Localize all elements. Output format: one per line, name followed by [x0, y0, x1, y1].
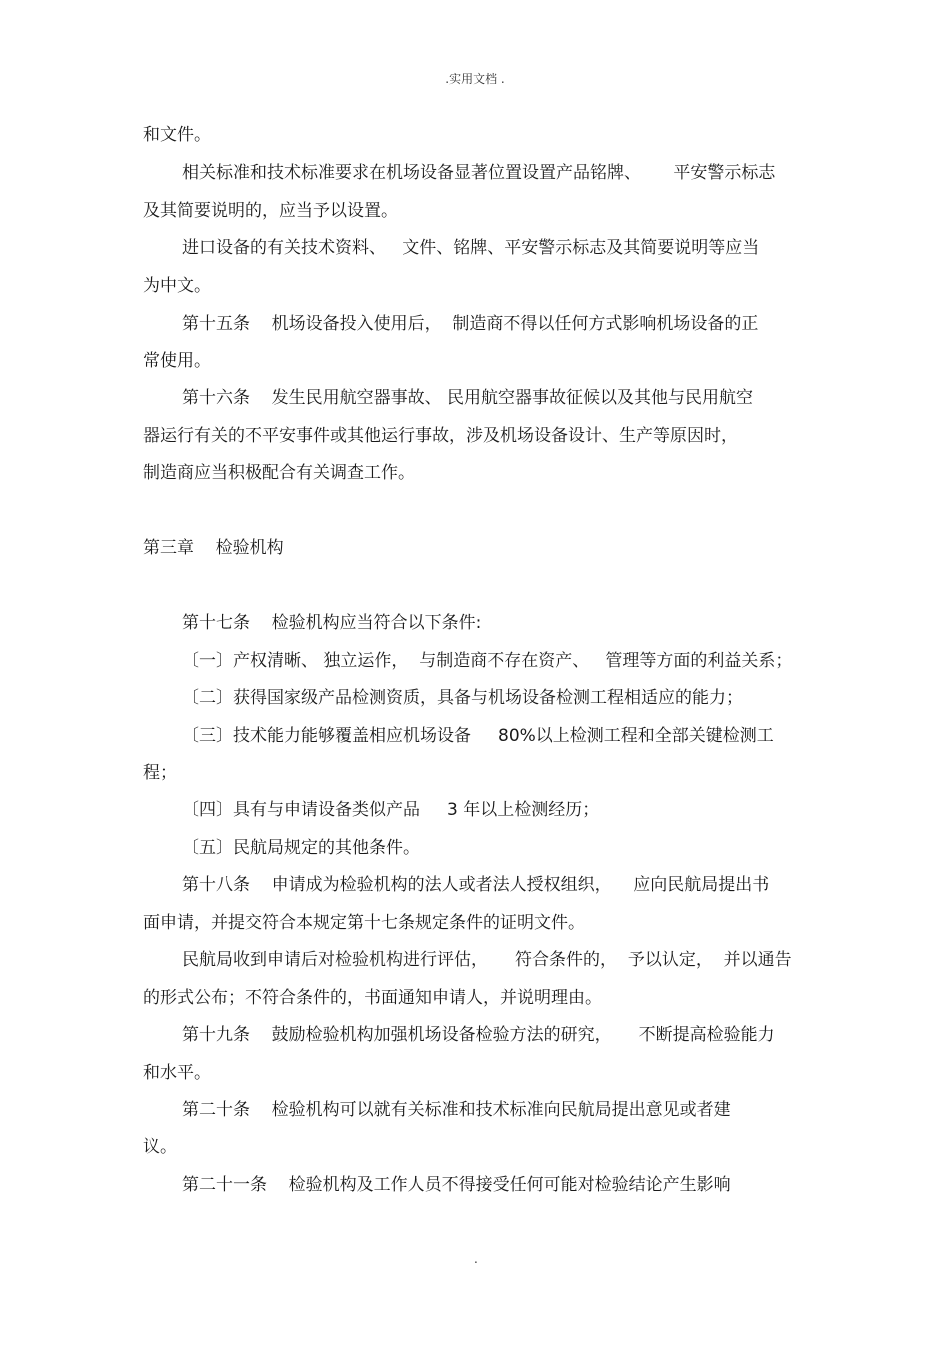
article-16: 第十六条 发生民用航空器事故、 民用航空器事故征候以及其他与民用航空	[182, 388, 754, 408]
article-20: 第二十条 检验机构可以就有关标准和技术标准向民航局提出意见或者建	[182, 1100, 731, 1120]
text-line: 程；	[143, 763, 177, 783]
page-header: .实用文档 .	[445, 72, 505, 86]
text-line: 议。	[143, 1137, 177, 1157]
text-line: 进口设备的有关技术资料、 文件、铭牌、平安警示标志及其简要说明等应当	[182, 238, 760, 258]
article-17: 第十七条 检验机构应当符合以下条件:	[182, 613, 482, 633]
article-19: 第十九条 鼓励检验机构加强机场设备检验方法的研究， 不断提高检验能力	[182, 1025, 775, 1045]
list-item: 〔四〕具有与申请设备类似产品 3 年以上检测经历；	[182, 800, 600, 820]
article-21: 第二十一条 检验机构及工作人员不得接受任何可能对检验结论产生影响	[182, 1175, 731, 1195]
list-item: 〔一〕产权清晰、 独立运作， 与制造商不存在资产、 管理等方面的利益关系；	[182, 651, 793, 671]
list-item: 〔五〕民航局规定的其他条件。	[182, 838, 420, 858]
text-line: 民航局收到申请后对检验机构进行评估， 符合条件的， 予以认定， 并以通告	[182, 950, 792, 970]
text-line: 制造商应当积极配合有关调查工作。	[143, 463, 415, 483]
text-line: 常使用。	[143, 351, 211, 371]
text-line: 相关标准和技术标准要求在机场设备显著位置设置产品铭牌、 平安警示标志	[182, 163, 776, 183]
article-15: 第十五条 机场设备投入使用后， 制造商不得以任何方式影响机场设备的正	[182, 314, 759, 334]
text-line: 和水平。	[143, 1063, 211, 1083]
list-item: 〔三〕技术能力能够覆盖相应机场设备 80%以上检测工程和全部关键检测工	[182, 726, 774, 746]
text-line: 的形式公布；不符合条件的，书面通知申请人，并说明理由。	[143, 988, 602, 1008]
text-line: 为中文。	[143, 276, 211, 296]
text-line: 器运行有关的不平安事件或其他运行事故，涉及机场设备设计、生产等原因时，	[143, 426, 738, 446]
chapter-heading: 第三章 检验机构	[143, 538, 284, 558]
list-item: 〔二〕获得国家级产品检测资质，具备与机场设备检测工程相适应的能力；	[182, 688, 743, 708]
text-line: 面申请，并提交符合本规定第十七条规定条件的证明文件。	[143, 913, 585, 933]
text-line: 和文件。	[143, 125, 211, 145]
page-footer: .	[474, 1252, 478, 1266]
text-line: 及其简要说明的，应当予以设置。	[143, 201, 398, 221]
article-18: 第十八条 申请成为检验机构的法人或者法人授权组织， 应向民航局提出书	[182, 875, 770, 895]
